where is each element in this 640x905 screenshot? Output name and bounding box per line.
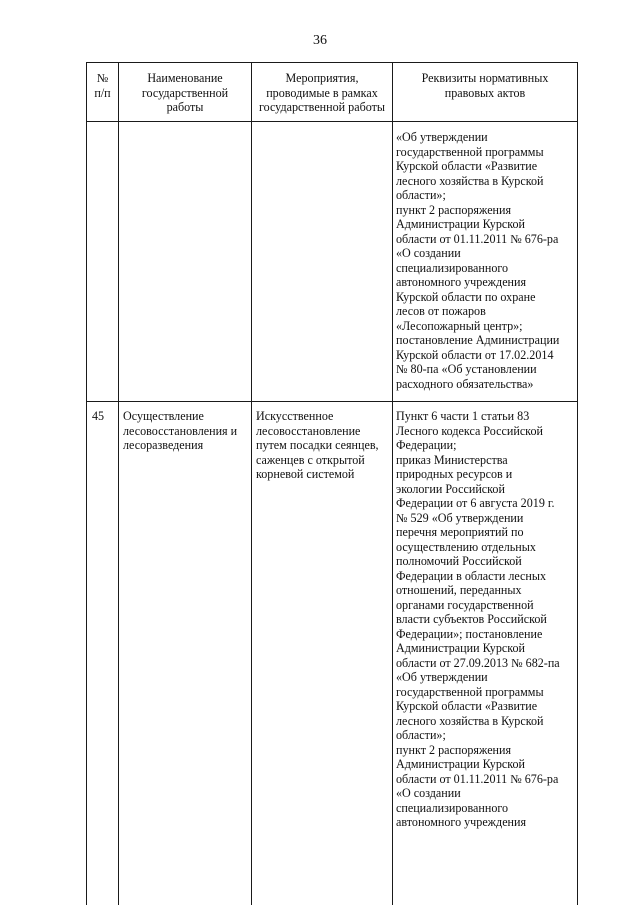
column-divider-1: [118, 62, 119, 905]
header-legal-acts: Реквизиты нормативных правовых актов: [421, 71, 549, 100]
header-activities: Мероприятия, проводимые в рамках государственной работы: [258, 71, 386, 114]
table-border-top: [86, 62, 578, 63]
header-number: № п/п: [94, 71, 111, 100]
row-45-activities: Искусственное лесовосстановление путем посадки сеянцев, саженцев с открытой корневой системой: [256, 409, 379, 481]
header-bottom-border: [86, 121, 578, 122]
row-45-name: Осуществление лесовосстановления и лесоразведения: [123, 409, 238, 452]
row-45-legal-acts: Пункт 6 части 1 статьи 83 Лесного кодекса Российской Федерации; приказ Министерства природных ресурсов и экологии Российской Федерации от 6 августа 2019 г. № 529 «Об утверждении перечня мероприятий по осуществлению отдельных полномочий Российской Федерации в области лесных отношений, переданных органами государственной власти субъектов Российской Федерации»; постановление Администрации Курской области от 27.09.2013 № 682-па «Об утверждении государственной программы Курской области «Развитие лесного хозяйства в Курской области»; пункт 2 распоряжения Администрации Курской области от 01.11.2011 № 676-ра «О создании специализированного автономного учреждения: [396, 409, 560, 829]
page-number: 36: [313, 33, 327, 48]
column-divider-3: [392, 62, 393, 905]
table-border-left: [86, 62, 87, 905]
row-45-number: 45: [92, 409, 105, 423]
header-name: Наименование государственной работы: [141, 71, 229, 114]
legal-acts-table: [86, 62, 578, 905]
column-divider-2: [251, 62, 252, 905]
table-border-right: [577, 62, 578, 905]
row-divider: [86, 401, 578, 402]
row-1-legal-acts: «Об утверждении государственной программы Курской области «Развитие лесного хозяйства в Курской области»; пункт 2 распоряжения Администрации Курской области от 01.11.2011 № 676-ра «О создании специализированного автономного учреждения Курской области по охране лесов от пожаров «Лесопожарный центр»; постановление Администрации Курской области от 17.02.2014 № 80-па «Об установлении расходного обязательства»: [396, 130, 560, 391]
